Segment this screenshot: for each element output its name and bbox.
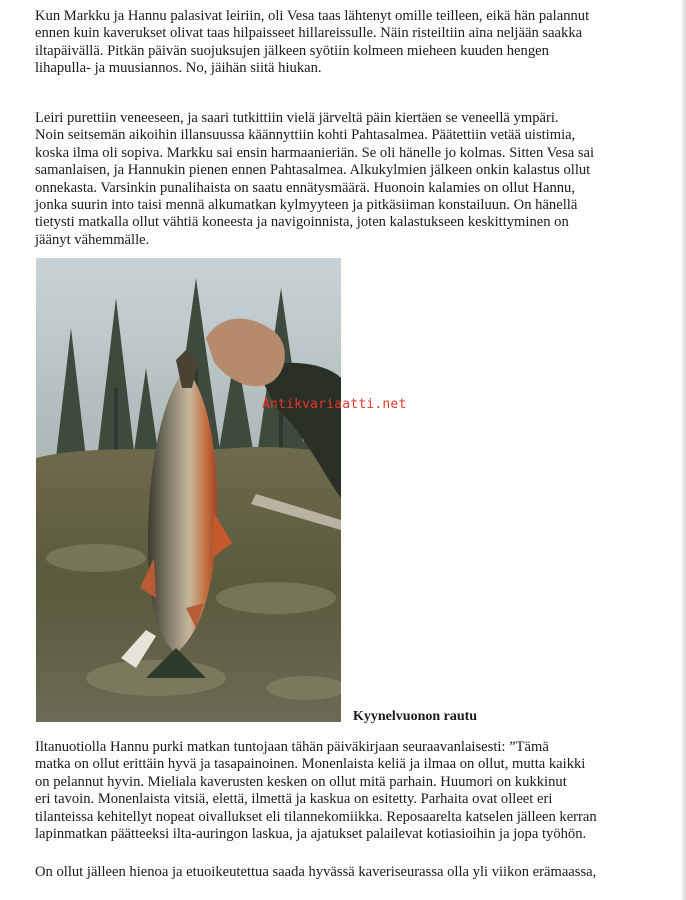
page-edge: [682, 0, 686, 900]
text-line: onnekasta. Varsinkin punalihaista on saatu ennätysmäärä. Huonoin kalamies on ollut Hannu,: [35, 179, 575, 196]
text-line: on pelannut hyvin. Mieliala kaverusten kesken on ollut mitä parhain. Huumori on kukkinut: [35, 773, 567, 790]
text-line: eri tavoin. Monenlaista vitsiä, elettä, ilmettä ja kaskua on esitetty. Parhaita ovat olleet eri: [35, 791, 553, 808]
text-line: matka on ollut erittäin hyvä ja tasapainoinen. Monenlaista keliä ja ilmaa on ollut, mutta kaikki: [35, 756, 586, 773]
text-line: ennen kuin kaverukset olivat taas hilpaisseet hillareissulle. Näin risteiltiin aina neljään saakka: [35, 25, 583, 42]
text-line: Noin seitsemän aikoihin illansuussa käännyttiin kohti Pahtasalmea. Päätettiin vetää uistimia,: [35, 127, 576, 144]
text-line: samanlaisen, ja Hannukin pienen ennen Pahtasalmea. Alkukylmien jälkeen onkin kalastus ollut: [35, 162, 591, 179]
text-line: tietysti matkalla ollut vähtiä koneesta ja navigoinnista, joten kalastukseen keskittyminen on: [35, 214, 569, 231]
fish-photo: [36, 258, 341, 722]
text-line: jäänyt vähemmälle.: [35, 231, 150, 248]
watermark-text: Antikvariaatti.net: [262, 397, 407, 412]
text-line: On ollut jälleen hienoa ja etuoikeutettua saada hyvässä kaveriseurassa olla yli viikon erämaassa,: [35, 864, 597, 880]
text-line: tilanteissa kehitellyt nopeat oivallukset eli tilannekomiikka. Reposaarelta katselen jälleen kerran: [35, 808, 597, 825]
paragraph-3: [35, 739, 651, 843]
paragraph-2: [35, 110, 651, 249]
text-line: jonka suurin into taisi mennä alkumatkan kylmyyteen ja pitkäsiiman konstailuun. On hänellä: [35, 197, 578, 214]
photo-caption: Kyynelvuonon rautu: [353, 709, 478, 724]
text-line: lapinmatkan päätteeksi ilta-auringon laskua, ja ajatukset palailevat kotiasioihin ja jopa työhön.: [35, 826, 587, 843]
text-line: Iltanuotiolla Hannu purki matkan tuntojaan tähän päiväkirjaan seuraavanlaisesti: ”Tämä: [35, 739, 549, 755]
paragraph-4: [35, 864, 651, 881]
text-line: Kun Markku ja Hannu palasivat leiriin, oli Vesa taas lähtenyt omille teilleen, eikä hän palannut: [35, 8, 590, 24]
fish-photo-illustration: [36, 258, 341, 722]
text-line: Leiri purettiin veneeseen, ja saari tutkittiin vielä järveltä päin kiertäen se veneellä ympäri.: [35, 110, 559, 126]
text-line: iltapäivällä. Pitkän päivän suojuksujen jälkeen syötiin kolmeen mieheen kuuden hengen: [35, 42, 549, 59]
text-line: koska ilma oli sopiva. Markku sai ensin harmaanieriän. Se oli hänelle jo kolmas. Sitten Vesa sai: [35, 144, 595, 161]
text-line: lihapulla- ja muusiannos. No, jäihän siitä hiukan.: [35, 60, 322, 77]
paragraph-1: [35, 8, 651, 78]
